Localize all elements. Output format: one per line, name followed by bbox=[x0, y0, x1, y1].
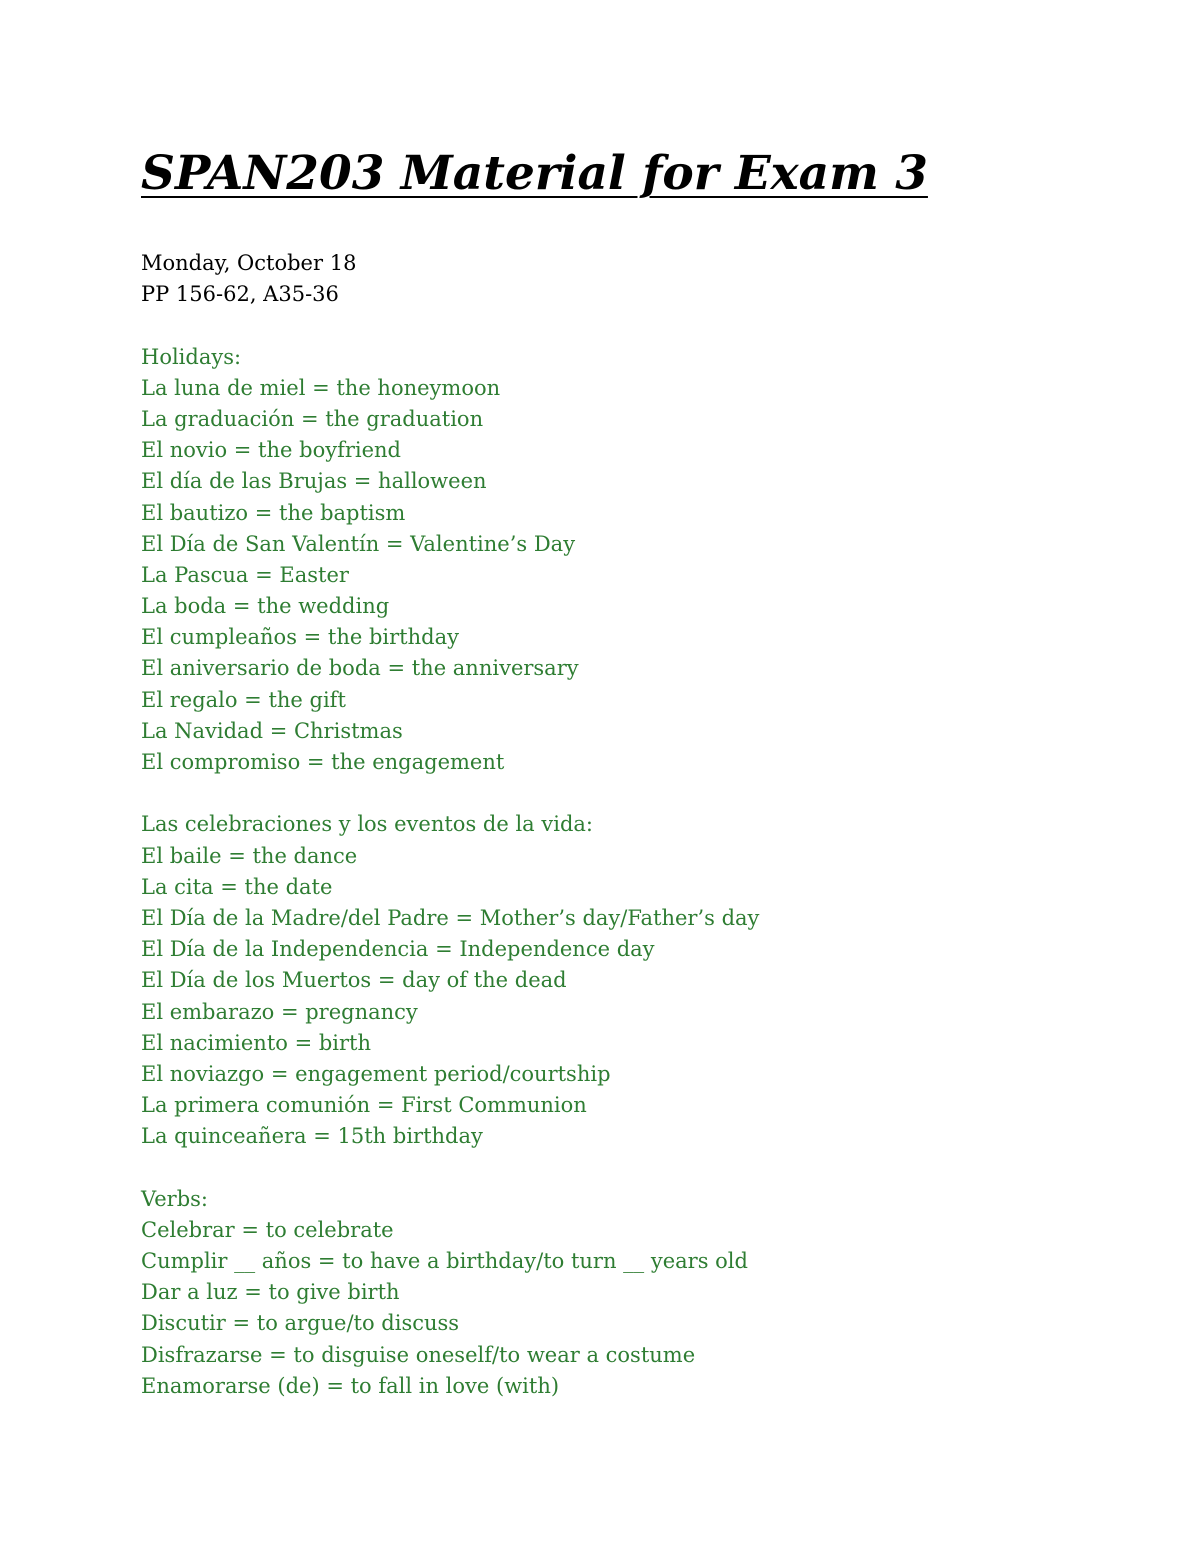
vocab-item: El baile = the dance bbox=[141, 843, 358, 868]
vocab-item: La Pascua = Easter bbox=[141, 562, 349, 587]
vocab-item: El noviazgo = engagement period/courtship bbox=[141, 1061, 611, 1086]
vocab-item: El cumpleaños = the birthday bbox=[141, 625, 459, 650]
page-reference: PP 156-62, A35-36 bbox=[141, 282, 339, 307]
section-holidays bbox=[141, 342, 1121, 779]
vocab-item: La Navidad = Christmas bbox=[141, 718, 403, 743]
vocab-item: Disfrazarse = to disguise oneself/to wear a costume bbox=[141, 1342, 696, 1367]
spacer bbox=[141, 310, 1121, 341]
section-verbs bbox=[141, 1184, 1121, 1402]
vocab-item: El Día de los Muertos = day of the dead bbox=[141, 968, 567, 993]
vocab-item: El nacimiento = birth bbox=[141, 1030, 372, 1055]
section-heading: Verbs: bbox=[141, 1186, 208, 1211]
vocab-item: Discutir = to argue/to discuss bbox=[141, 1311, 460, 1336]
vocab-item: La quinceañera = 15th birthday bbox=[141, 1124, 483, 1149]
vocab-item: Cumplir __ años = to have a birthday/to turn __ years old bbox=[141, 1249, 748, 1273]
section-celebrations bbox=[141, 809, 1121, 1152]
document-title: SPAN203 Material for Exam 3 bbox=[141, 146, 928, 201]
vocab-item: El Día de la Madre/del Padre = Mother’s day/Father’s day bbox=[141, 905, 760, 930]
section-heading: Las celebraciones y los eventos de la vida: bbox=[141, 812, 593, 837]
vocab-item: La primera comunión = First Communion bbox=[141, 1093, 587, 1118]
vocab-item: La graduación = the graduation bbox=[141, 406, 484, 431]
vocab-item: El embarazo = pregnancy bbox=[141, 999, 418, 1024]
document-page bbox=[141, 140, 1121, 1402]
vocab-item: El Día de la Independencia = Independence day bbox=[141, 937, 655, 962]
vocab-item: Dar a luz = to give birth bbox=[141, 1280, 400, 1305]
vocab-item: El regalo = the gift bbox=[141, 687, 346, 712]
vocab-item: El novio = the boyfriend bbox=[141, 438, 401, 463]
vocab-item: Celebrar = to celebrate bbox=[141, 1217, 394, 1242]
vocab-item: El bautizo = the baptism bbox=[141, 500, 406, 525]
vocab-item: La luna de miel = the honeymoon bbox=[141, 375, 501, 400]
spacer bbox=[141, 778, 1121, 809]
vocab-item: La cita = the date bbox=[141, 874, 333, 899]
vocab-item: El compromiso = the engagement bbox=[141, 750, 505, 774]
spacer bbox=[141, 1152, 1121, 1183]
lesson-date: Monday, October 18 bbox=[141, 251, 357, 275]
section-heading: Holidays: bbox=[141, 344, 242, 369]
vocab-item: El Día de San Valentín = Valentine’s Day bbox=[141, 531, 576, 556]
vocab-item: Enamorarse (de) = to fall in love (with) bbox=[141, 1373, 560, 1398]
vocab-item: La boda = the wedding bbox=[141, 594, 390, 619]
vocab-item: El día de las Brujas = halloween bbox=[141, 469, 487, 494]
vocab-item: El aniversario de boda = the anniversary bbox=[141, 656, 579, 681]
